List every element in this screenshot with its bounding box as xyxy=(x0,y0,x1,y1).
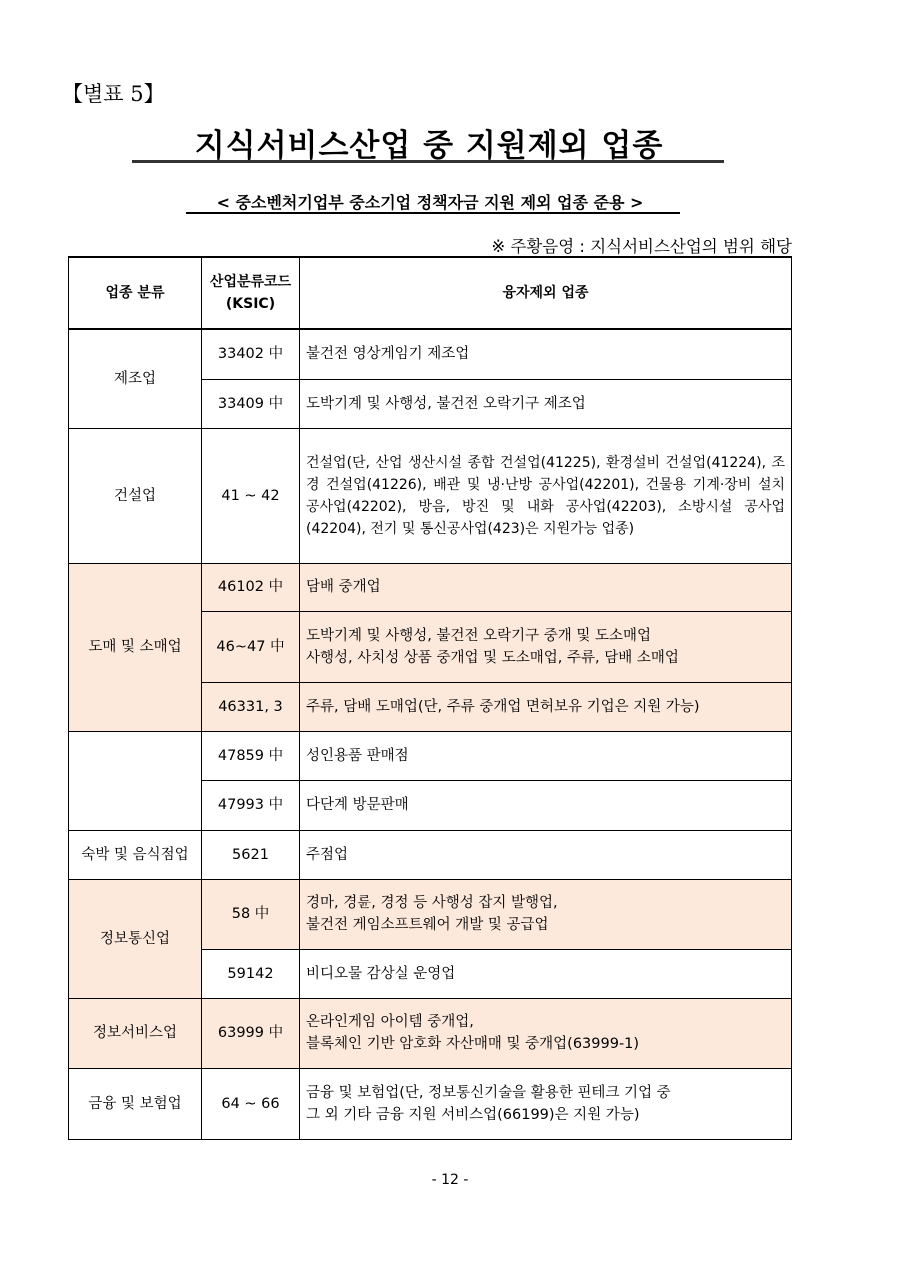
description-line: 도박기계 및 사행성, 불건전 오락기구 중개 및 도소매업 xyxy=(306,627,652,644)
description-line: 온라인게임 아이템 중개업, xyxy=(306,1014,474,1030)
description-cell xyxy=(300,611,792,682)
table-row xyxy=(69,563,792,611)
description-cell xyxy=(300,830,792,879)
page-number: - 12 - xyxy=(431,1172,469,1188)
code-cell: 41 ~ 42 xyxy=(202,428,300,563)
header-excluded: 융자제외 업종 xyxy=(300,257,792,329)
header-category: 업종 분류 xyxy=(69,257,202,329)
code-cell: 46331, 3 xyxy=(202,682,300,731)
header-code xyxy=(202,257,300,329)
code-cell: 33402 中 xyxy=(202,329,300,379)
description-cell xyxy=(300,379,792,428)
code-cell: 46~47 中 xyxy=(202,611,300,682)
table-row xyxy=(69,329,792,379)
description-cell xyxy=(300,879,792,949)
description-line: 다단계 방문판매 xyxy=(306,797,409,813)
description-line: 도박기계 및 사행성, 불건전 오락기구 제조업 xyxy=(306,395,586,412)
code-cell: 59142 xyxy=(202,949,300,998)
description-cell xyxy=(300,329,792,379)
category-cell: 건설업 xyxy=(69,428,202,563)
description-line: 불건전 영상게임기 제조업 xyxy=(306,346,470,363)
table-row xyxy=(69,1068,792,1139)
excluded-industries-table xyxy=(68,256,792,1140)
code-cell: 64 ~ 66 xyxy=(202,1068,300,1139)
category-cell: 정보통신업 xyxy=(69,879,202,998)
category-cell: 정보서비스업 xyxy=(69,998,202,1068)
category-cell-continued xyxy=(69,731,202,830)
document-subtitle: < 중소벤처기업부 중소기업 정책자금 지원 제외 업종 준용 > xyxy=(216,193,644,212)
description-line: 경마, 경륜, 경정 등 사행성 잡지 발행업, xyxy=(306,895,558,911)
code-cell: 58 中 xyxy=(202,879,300,949)
description-cell xyxy=(300,1068,792,1139)
description-cell xyxy=(300,780,792,830)
description-line: 블록체인 기반 암호화 자산매매 및 중개업(63999-1) xyxy=(306,1036,640,1052)
description-cell xyxy=(300,998,792,1068)
shading-note: ※ 주황음영 : 지식서비스산업의 범위 해당 xyxy=(491,237,792,256)
category-cell: 숙박 및 음식점업 xyxy=(69,830,202,879)
table-header-row xyxy=(69,257,792,329)
category-cell: 제조업 xyxy=(69,329,202,428)
subtitle-underline xyxy=(186,212,680,214)
description-line: 금융 및 보험업(단, 정보통신기술을 활용한 핀테크 기업 중 xyxy=(306,1084,671,1101)
description-line: 담배 중개업 xyxy=(306,579,381,595)
description-cell: 건설업(단, 산업 생산시설 종합 건설업(41225), 환경설비 건설업(41224), 조경 건설업(41226), 배관 및 냉·난방 공사업(42201), 건물용 기계·장비 설치 공사업(42202), 방음, 방진 및 내화 공사업(42203), 소방시설 공사업(42204), 전기 및 통신공사업(423)은 지원가능 업종) xyxy=(300,428,792,563)
code-cell: 47993 中 xyxy=(202,780,300,830)
code-cell: 46102 中 xyxy=(202,563,300,611)
description-line: 주점업 xyxy=(306,846,349,863)
description-cell xyxy=(300,563,792,611)
annex-label: 【별표 5】 xyxy=(62,82,165,106)
description-line: 사행성, 사치성 상품 중개업 및 도소매업, 주류, 담배 소매업 xyxy=(306,649,679,666)
header-code-line1: 산업분류코드 xyxy=(209,274,292,290)
document-title: 지식서비스산업 중 지원제외 업종 xyxy=(194,128,664,164)
description-cell xyxy=(300,682,792,731)
code-cell: 63999 中 xyxy=(202,998,300,1068)
description-line: 불건전 게임소프트웨어 개발 및 공급업 xyxy=(306,917,549,933)
table-row xyxy=(69,998,792,1068)
description-line: 성인용품 판매점 xyxy=(306,747,409,764)
table-row xyxy=(69,830,792,879)
category-cell: 금융 및 보험업 xyxy=(69,1068,202,1139)
header-code-line2: (KSIC) xyxy=(225,296,276,312)
table-row xyxy=(69,428,792,563)
table-row xyxy=(69,731,792,780)
title-underline xyxy=(132,160,724,163)
description-line: 주류, 담배 도매업(단, 주류 중개업 면허보유 기업은 지원 가능) xyxy=(306,698,700,715)
description-cell xyxy=(300,731,792,780)
code-cell: 33409 中 xyxy=(202,379,300,428)
code-cell: 5621 xyxy=(202,830,300,879)
category-cell: 도매 및 소매업 xyxy=(69,563,202,731)
description-cell xyxy=(300,949,792,998)
code-cell: 47859 中 xyxy=(202,731,300,780)
description-line: 그 외 기타 금융 지원 서비스업(66199)은 지원 가능) xyxy=(306,1106,640,1123)
table-row xyxy=(69,879,792,949)
description-line: 비디오물 감상실 운영업 xyxy=(306,965,456,982)
